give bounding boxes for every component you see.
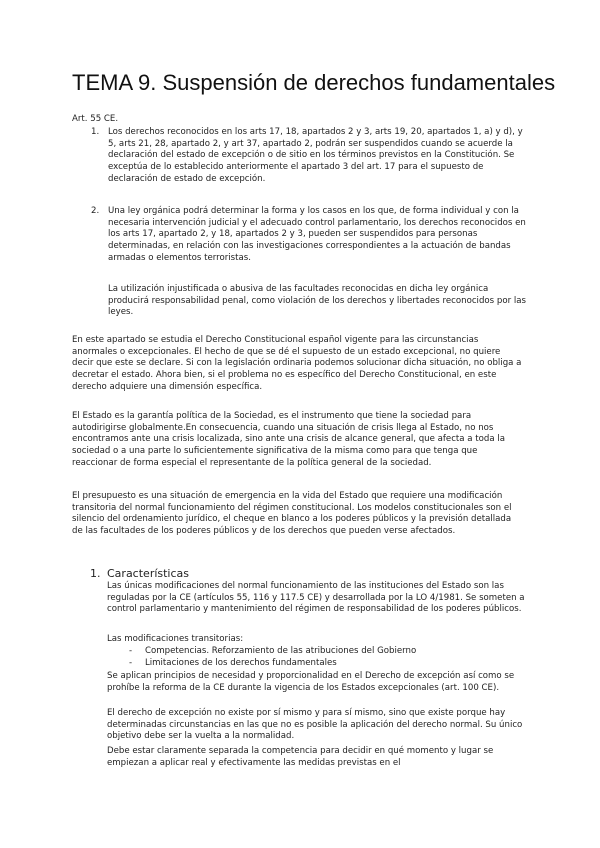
page-title: TEMA 9. Suspensión de derechos fundamentales [72,70,556,95]
section-paragraph: Se aplican principios de necesidad y proporcionalidad en el Derecho de excepción así como se prohíbe la reforma de la CE durante la vigencia de los Estados excepcionales (art. 100 CE). [107,671,515,693]
list-item-continuation: La utilización injustificada o abusiva de las facultades reconocidas en dicha ley orgánica producirá responsabilidad penal, como violación de los derechos y libertades reconocidos por las leyes. [108,284,526,318]
list-item: Los derechos reconocidos en los arts 17, 18, apartados 2 y 3, arts 19, 20, apartados 1, a) y d), y 5, arts 21, 28, apartado 2, y art 37, apartado 2, podrán ser suspendidos cuando se acuerde la declaración del estado de excepción o de sitio en los términos previstos en la Constitución. Se exceptúa de lo establecido anteriormente el apartado 3 del art. 17 para el supuesto de declaración de estado de excepción. [108,127,523,184]
section-paragraph: Debe estar claramente separada la competencia para decidir en qué momento y lugar se empiezan a aplicar real y efectivamente las medidas previstas en el [107,746,494,768]
bullet-marker: - [129,658,133,668]
section-paragraph: Las modificaciones transitorias: [107,634,244,644]
list-number: 1. [91,127,100,137]
list-number: 2. [91,206,100,216]
body-paragraph: El Estado es la garantía política de la Sociedad, es el instrumento que tiene la sociedad para autodirigirse globalmente.En consecuencia, cuando una situación de crisis llega al Estado, no nos encontramos ante una crisis localizada, sino ante una crisis de alcance general, que afecta a toda la sociedad o a una parte lo suficientemente significativa de la misma como para que tenga que reaccionar de forma especial el representante de la política general de la sociedad. [72,411,506,468]
bullet-item: Competencias. Reforzamiento de las atribuciones del Gobierno [145,646,417,656]
section-number: 1. [90,567,101,580]
bullet-item: Limitaciones de los derechos fundamentales [145,658,337,668]
section-heading: Características [107,567,190,580]
section-paragraph: El derecho de excepción no existe por sí mismo y para sí mismo, sino que existe porque hay determinadas circunstancias en las que no es posible la aplicación del derecho normal. Su único objetivo debe ser la vuelta a la normalidad. [107,708,523,742]
section-paragraph: Las únicas modificaciones del normal funcionamiento de las instituciones del Estado son las reguladas por la CE (artículos 55, 116 y 117.5 CE) y desarrollada por la LO 4/1981. Se someten a control parlamentario y mantenimiento del régimen de responsabilidad de los poderes públicos. [107,581,525,615]
body-paragraph: El presupuesto es una situación de emergencia en la vida del Estado que requiere una modificación transitoria del normal funcionamiento del régimen constitucional. Los modelos constitucionales son el silencio del ordenamiento jurídico, el cheque en blanco a los poderes públicos y la previsión detallada de las facultades de los poderes públicos y de los derechos que pueden verse afectados. [72,491,512,537]
article-reference: Art. 55 CE. [72,114,119,124]
list-item: Una ley orgánica podrá determinar la forma y los casos en los que, de forma individual y con la necesaria intervención judicial y el adecuado control parlamentario, los derechos reconocidos en los arts 17, apartado 2, y 18, apartados 2 y 3, pueden ser suspendidos para personas determinadas, en relación con las investigaciones correspondientes a la actuación de bandas armadas o elementos terroristas. [108,206,526,263]
body-paragraph: En este apartado se estudia el Derecho Constitucional español vigente para las circunstancias anormales o excepcionales. El hecho de que se dé el supuesto de un estado excepcional, no quiere decir que este se declare. Si con la legislación ordinaria podemos solucionar dicha situación, no obliga a decretar el estado. Ahora bien, si el problema no es específico del Derecho Constitucional, en este derecho adquiere una dimensión específica. [72,335,522,392]
bullet-marker: - [129,646,133,656]
